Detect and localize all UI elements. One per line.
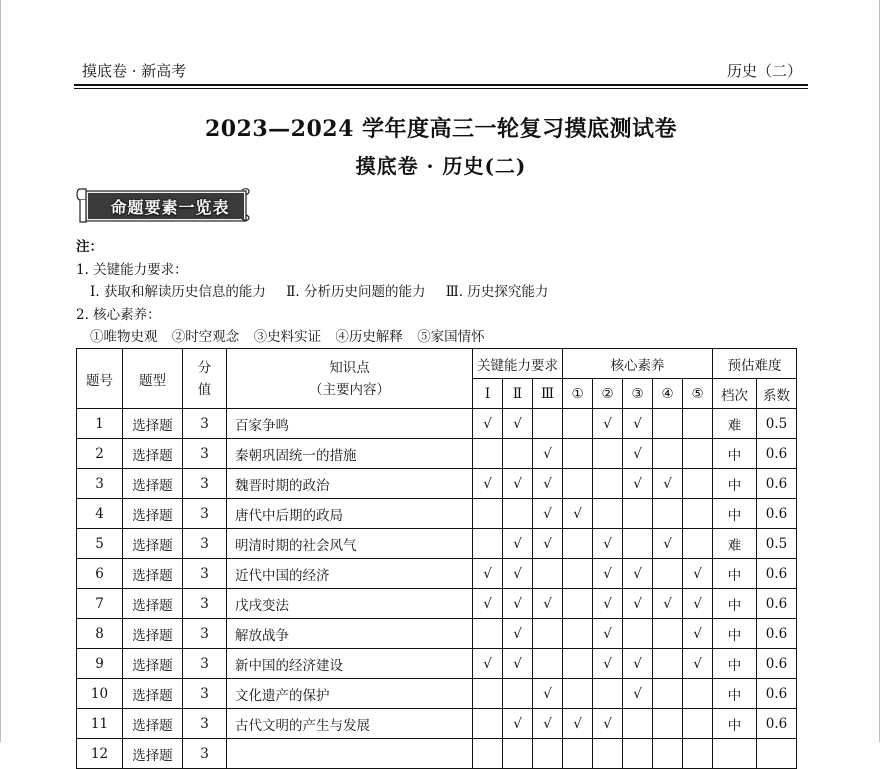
cell-type: 选择题 (123, 589, 183, 619)
cell-literacy-3 (623, 619, 653, 649)
cell-literacy-4 (653, 439, 683, 469)
literacy-item: ②时空观念 (171, 329, 240, 345)
table-row (77, 679, 797, 709)
check-mark-literacy-2: √ (593, 649, 623, 679)
table-row (77, 529, 797, 559)
cell-score: 3 (183, 529, 227, 559)
cell-literacy-1 (563, 529, 593, 559)
cell-ability-1 (473, 619, 503, 649)
cell-literacy-1 (563, 589, 593, 619)
col-header-coefficient: 系数 (757, 379, 797, 409)
cell-score: 3 (183, 739, 227, 769)
cell-score: 3 (183, 619, 227, 649)
cell-number: 4 (77, 499, 123, 529)
cell-coefficient: 0.6 (757, 559, 797, 589)
table-row (77, 649, 797, 679)
check-mark-ability-1: √ (473, 469, 503, 499)
cell-coefficient: 0.6 (757, 679, 797, 709)
cell-ability-2 (503, 499, 533, 529)
cell-number: 3 (77, 469, 123, 499)
cell-literacy-4 (653, 499, 683, 529)
running-header (82, 60, 806, 86)
check-mark-literacy-2: √ (593, 529, 623, 559)
cell-score: 3 (183, 469, 227, 499)
cell-topic: 近代中国的经济 (227, 559, 473, 589)
cell-number: 9 (77, 649, 123, 679)
table-row (77, 619, 797, 649)
cell-coefficient: 0.6 (757, 709, 797, 739)
cell-topic: 文化遗产的保护 (227, 679, 473, 709)
ability-heading: 1. 关键能力要求： (76, 261, 188, 278)
check-mark-literacy-5: √ (683, 619, 713, 649)
table-header (77, 349, 797, 409)
ability-list (76, 281, 548, 304)
cell-number: 12 (77, 739, 123, 769)
check-mark-ability-3: √ (533, 709, 563, 739)
check-mark-literacy-3: √ (623, 469, 653, 499)
cell-coefficient (757, 739, 797, 769)
check-mark-literacy-1: √ (563, 499, 593, 529)
cell-literacy-4 (653, 619, 683, 649)
cell-literacy-1 (563, 619, 593, 649)
table-row (77, 469, 797, 499)
cell-literacy-1 (563, 469, 593, 499)
check-mark-ability-3: √ (533, 439, 563, 469)
check-mark-literacy-3: √ (623, 439, 653, 469)
cell-coefficient: 0.5 (757, 529, 797, 559)
check-mark-literacy-5: √ (683, 589, 713, 619)
cell-coefficient: 0.6 (757, 439, 797, 469)
requirements-table (76, 348, 797, 769)
cell-ability-3 (533, 739, 563, 769)
check-mark-ability-2: √ (503, 589, 533, 619)
ability-item: Ⅰ. 获取和解读历史信息的能力 (90, 284, 266, 300)
check-mark-ability-3: √ (533, 499, 563, 529)
ability-item: Ⅲ. 历史探究能力 (445, 284, 549, 300)
col-header-literacy-4: ④ (653, 379, 683, 409)
cell-ability-1 (473, 739, 503, 769)
cell-ability-1 (473, 529, 503, 559)
check-mark-ability-3: √ (533, 679, 563, 709)
literacy-item: ④历史解释 (335, 329, 403, 345)
notes-section (76, 236, 548, 349)
cell-literacy-5 (683, 739, 713, 769)
cell-type: 选择题 (123, 409, 183, 439)
cell-number: 8 (77, 619, 123, 649)
cell-topic: 魏晋时期的政治 (227, 469, 473, 499)
cell-level: 中 (713, 559, 757, 589)
check-mark-ability-3: √ (533, 589, 563, 619)
check-mark-literacy-5: √ (683, 649, 713, 679)
cell-number: 1 (77, 409, 123, 439)
cell-level: 中 (713, 499, 757, 529)
check-mark-literacy-4: √ (653, 529, 683, 559)
cell-level: 中 (713, 679, 757, 709)
cell-type: 选择题 (123, 559, 183, 589)
cell-literacy-3 (623, 499, 653, 529)
check-mark-ability-2: √ (503, 709, 533, 739)
literacy-item: ③史料实证 (253, 329, 322, 345)
check-mark-literacy-5: √ (683, 559, 713, 589)
col-header-ability-2: Ⅱ (503, 379, 533, 409)
cell-literacy-4 (653, 709, 683, 739)
check-mark-ability-2: √ (503, 619, 533, 649)
cell-ability-1 (473, 439, 503, 469)
cell-literacy-2 (593, 499, 623, 529)
cell-topic: 解放战争 (227, 619, 473, 649)
header-rule-thick (74, 84, 808, 86)
cell-literacy-5 (683, 409, 713, 439)
cell-type: 选择题 (123, 709, 183, 739)
cell-level: 中 (713, 709, 757, 739)
cell-ability-3 (533, 409, 563, 439)
cell-literacy-5 (683, 469, 713, 499)
paper-title: 2023—2024 学年度高三一轮复习摸底测试卷 (204, 116, 678, 142)
cell-coefficient: 0.6 (757, 619, 797, 649)
col-header-ability-1: Ⅰ (473, 379, 503, 409)
cell-coefficient: 0.6 (757, 499, 797, 529)
cell-topic: 唐代中后期的政局 (227, 499, 473, 529)
cell-score: 3 (183, 439, 227, 469)
cell-ability-1 (473, 709, 503, 739)
section-banner (76, 186, 252, 224)
literacy-list (76, 326, 548, 349)
cell-ability-3 (533, 619, 563, 649)
check-mark-literacy-3: √ (623, 409, 653, 439)
literacy-heading: 2. 核心素养： (76, 306, 161, 323)
cell-literacy-4 (653, 409, 683, 439)
cell-topic: 新中国的经济建设 (227, 649, 473, 679)
col-header-score (183, 349, 227, 409)
cell-ability-2 (503, 439, 533, 469)
col-header-literacy-2: ② (593, 379, 623, 409)
cell-level: 难 (713, 529, 757, 559)
cell-topic: 秦朝巩固统一的措施 (227, 439, 473, 469)
check-mark-ability-2: √ (503, 559, 533, 589)
cell-literacy-1 (563, 649, 593, 679)
cell-type: 选择题 (123, 679, 183, 709)
check-mark-literacy-3: √ (623, 679, 653, 709)
cell-literacy-2 (593, 679, 623, 709)
cell-ability-2 (503, 679, 533, 709)
table-row (77, 709, 797, 739)
col-header-ability-3: Ⅲ (533, 379, 563, 409)
paper-subtitle: 摸底卷 · 历史(二) (355, 154, 527, 178)
check-mark-literacy-2: √ (593, 709, 623, 739)
check-mark-ability-3: √ (533, 469, 563, 499)
col-header-literacy-3: ③ (623, 379, 653, 409)
cell-literacy-5 (683, 529, 713, 559)
knowledge-header-line: （主要内容） (309, 381, 390, 398)
cell-literacy-4 (653, 559, 683, 589)
cell-ability-1 (473, 679, 503, 709)
cell-level: 中 (713, 619, 757, 649)
cell-score: 3 (183, 589, 227, 619)
cell-literacy-2 (593, 439, 623, 469)
cell-score: 3 (183, 559, 227, 589)
cell-score: 3 (183, 409, 227, 439)
table-row (77, 439, 797, 469)
check-mark-literacy-1: √ (563, 709, 593, 739)
header-left: 摸底卷 · 新高考 (82, 62, 187, 80)
ability-item: Ⅱ. 分析历史问题的能力 (286, 284, 426, 300)
cell-score: 3 (183, 499, 227, 529)
cell-topic: 戊戌变法 (227, 589, 473, 619)
cell-level: 中 (713, 589, 757, 619)
cell-level: 中 (713, 649, 757, 679)
cell-literacy-1 (563, 439, 593, 469)
cell-literacy-3 (623, 529, 653, 559)
cell-ability-3 (533, 559, 563, 589)
check-mark-ability-1: √ (473, 559, 503, 589)
cell-level: 难 (713, 409, 757, 439)
table-body (77, 409, 797, 769)
table-row (77, 559, 797, 589)
cell-coefficient: 0.6 (757, 649, 797, 679)
check-mark-ability-2: √ (503, 409, 533, 439)
cell-literacy-4 (653, 739, 683, 769)
check-mark-ability-3: √ (533, 529, 563, 559)
cell-literacy-3 (623, 739, 653, 769)
cell-score: 3 (183, 679, 227, 709)
cell-topic: 百家争鸣 (227, 409, 473, 439)
knowledge-header-line: 知识点 (329, 359, 370, 376)
cell-literacy-4 (653, 649, 683, 679)
check-mark-ability-2: √ (503, 469, 533, 499)
cell-level: 中 (713, 439, 757, 469)
col-header-knowledge (227, 349, 473, 409)
cell-literacy-1 (563, 739, 593, 769)
cell-number: 6 (77, 559, 123, 589)
check-mark-ability-1: √ (473, 649, 503, 679)
cell-ability-3 (533, 649, 563, 679)
cell-number: 2 (77, 439, 123, 469)
table-row (77, 409, 797, 439)
check-mark-literacy-4: √ (653, 589, 683, 619)
check-mark-literacy-3: √ (623, 649, 653, 679)
cell-literacy-5 (683, 679, 713, 709)
cell-literacy-5 (683, 709, 713, 739)
check-mark-literacy-3: √ (623, 589, 653, 619)
check-mark-literacy-3: √ (623, 559, 653, 589)
cell-coefficient: 0.6 (757, 469, 797, 499)
cell-literacy-3 (623, 709, 653, 739)
check-mark-ability-1: √ (473, 589, 503, 619)
cell-literacy-2 (593, 469, 623, 499)
header-right: 历史（二） (726, 62, 802, 80)
literacy-item: ①唯物史观 (90, 329, 158, 345)
check-mark-literacy-2: √ (593, 559, 623, 589)
cell-ability-1 (473, 499, 503, 529)
group-header-difficulty: 预估难度 (713, 349, 797, 379)
table-row (77, 739, 797, 769)
cell-literacy-4 (653, 679, 683, 709)
cell-ability-2 (503, 739, 533, 769)
check-mark-literacy-2: √ (593, 409, 623, 439)
score-header-line: 分 (197, 359, 212, 376)
cell-number: 7 (77, 589, 123, 619)
check-mark-ability-1: √ (473, 409, 503, 439)
cell-level (713, 739, 757, 769)
table-row (77, 499, 797, 529)
cell-level: 中 (713, 469, 757, 499)
cell-score: 3 (183, 649, 227, 679)
check-mark-literacy-2: √ (593, 619, 623, 649)
cell-literacy-2 (593, 739, 623, 769)
banner-label: 命题要素一览表 (110, 198, 230, 217)
cell-type: 选择题 (123, 469, 183, 499)
cell-literacy-1 (563, 409, 593, 439)
check-mark-literacy-2: √ (593, 589, 623, 619)
col-header-literacy-1: ① (563, 379, 593, 409)
cell-literacy-1 (563, 559, 593, 589)
table-row (77, 589, 797, 619)
col-header-number: 题号 (77, 349, 123, 409)
cell-literacy-1 (563, 679, 593, 709)
cell-topic (227, 739, 473, 769)
cell-type: 选择题 (123, 529, 183, 559)
cell-type: 选择题 (123, 439, 183, 469)
cell-topic: 明清时期的社会风气 (227, 529, 473, 559)
col-header-level: 档次 (713, 379, 757, 409)
cell-number: 11 (77, 709, 123, 739)
literacy-item: ⑤家国情怀 (417, 329, 485, 345)
score-header-line: 值 (197, 381, 212, 398)
group-header-literacy: 核心素养 (563, 349, 713, 379)
cell-score: 3 (183, 709, 227, 739)
cell-type: 选择题 (123, 649, 183, 679)
cell-literacy-5 (683, 499, 713, 529)
header-rule-thin (74, 88, 808, 89)
check-mark-ability-2: √ (503, 649, 533, 679)
cell-coefficient: 0.6 (757, 589, 797, 619)
notes-label: 注： (76, 239, 103, 255)
cell-topic: 古代文明的产生与发展 (227, 709, 473, 739)
cell-number: 5 (77, 529, 123, 559)
check-mark-literacy-4: √ (653, 469, 683, 499)
cell-type: 选择题 (123, 499, 183, 529)
check-mark-ability-2: √ (503, 529, 533, 559)
cell-type: 选择题 (123, 619, 183, 649)
col-header-literacy-5: ⑤ (683, 379, 713, 409)
col-header-type: 题型 (123, 349, 183, 409)
cell-literacy-5 (683, 439, 713, 469)
cell-coefficient: 0.5 (757, 409, 797, 439)
group-header-ability: 关键能力要求 (473, 349, 563, 379)
cell-type: 选择题 (123, 739, 183, 769)
cell-number: 10 (77, 679, 123, 709)
